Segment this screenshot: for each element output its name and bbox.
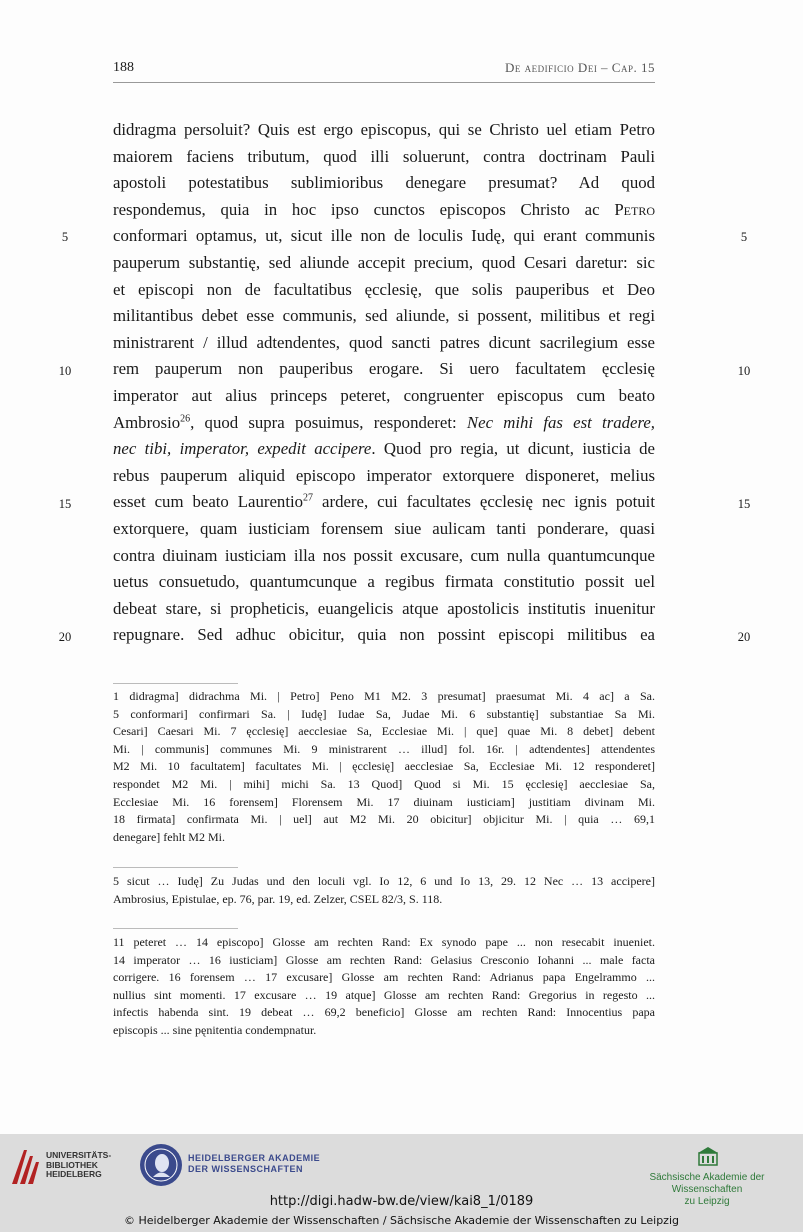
apparatus-1-row: 18 firmata] confirmata Mi. | uel] aut M2 Mi. 20 obicitur] objicitur Mi. | quia … 69,1 (113, 812, 655, 827)
text-line-4-part: respondemus, quia in hoc ipso cunctos episcopos Christo ac (113, 199, 600, 219)
line-number-left-5: 5 (61, 230, 69, 244)
quotation-italic-cont: nec tibi, imperator, expedit accipere (113, 439, 372, 459)
hadw-line-1: HEIDELBERGER AKADEMIE (188, 1153, 321, 1163)
saw-line-1: Sächsische Akademie der Wissenschaften (649, 1172, 765, 1195)
apparatus-1-row: Cesari] Caesari Mi. 7 ęcclesię] aecclesiae Sa, Ecclesiae Mi. | que] quae Mi. 8 debet] debent (113, 724, 655, 739)
academy-emblem-icon (140, 1144, 182, 1186)
critical-apparatus (113, 688, 655, 846)
text-line-3: apostoli potestatibus sublimioribus denegare presumat? Ad quod (113, 173, 655, 193)
text-line-9: ministrarent / illud adtendentes, quod sancti patres dicunt sacrilegium esse (113, 332, 655, 352)
small-caps-petro: Petro (614, 199, 656, 219)
gloss-apparatus (113, 934, 655, 1040)
line-number-right-5: 5 (740, 230, 748, 244)
university-library-logo-icon (10, 1146, 42, 1186)
apparatus-3-row: episcopis ... sine pęnitentia condempnatur. (113, 1022, 317, 1037)
line-number-right-20: 20 (737, 630, 751, 644)
apparatus-3-row: 11 peteret … 14 episcopo] Glosse am rechten Rand: Ex synodo pape ... non resecabit inueniet. (113, 935, 655, 949)
apparatus-3-row: 14 imperator … 16 iusticiam] Glosse am rechten Rand: Gelasius Cresconio Iohanni ... male facta (113, 952, 655, 967)
apparatus-1-row: Ecclesiae Mi. 16 forensem] Florensem Mi. 17 diuinam iusticiam] justitiam divinam Mi. (113, 794, 655, 809)
text-line-15-part-b: ardere, cui facultates ęcclesię nec ignis potuit (313, 492, 656, 512)
text-line-16: extorquere, quam iusticiam forensem siue aulicam tanti ponderare, quasi (113, 518, 655, 538)
text-line-7: et episcopi non de facultatibus ęcclesię, que solis pauperibus et Deo (113, 279, 655, 299)
text-line-11: imperator aut alius princeps peteret, congruenter episcopus cum beato (113, 385, 655, 405)
apparatus-1-row: M2 Mi. 10 facultatem] facultates Mi. | ęcclesię] aecclesiae Sa, Ecclesiae Mi. 12 responderet] (113, 759, 655, 774)
text-line-8: militantibus debet esse communis, sed aliunde, si possent, militibus et regi (113, 306, 655, 326)
text-line-17: contra diuinam iusticiam illa nos possit excusare, cum nulla quantumcunque (113, 545, 655, 565)
apparatus-3-row: nullius sint momenti. 17 excusare … 19 atque] Glosse am rechten Rand: Gregorius in regesto ... (113, 987, 655, 1002)
text-line-12 (113, 410, 655, 437)
apparatus-3-row: infectis habenda sint. 19 debeat … 69,2 beneficio] Glosse am rechten Rand: Innocentius papa (113, 1005, 655, 1020)
permalink-url[interactable]: http://digi.hadw-bw.de/view/kai8_1/0189 (269, 1194, 534, 1209)
text-line-15-part-a: esset cum beato Laurentio (113, 492, 304, 512)
footnote-ref-27: 27 (303, 492, 314, 504)
text-line-20: repugnare. Sed adhuc obicitur, quia non possint episcopi militibus ea (113, 625, 655, 645)
ub-line-1: UNIVERSITÄTS- (46, 1150, 112, 1160)
source-apparatus (113, 873, 655, 908)
apparatus-2-row: 5 sicut … Iudę] Zu Judas und den loculi vgl. Io 12, 6 und Io 13, 29. 12 Nec … 13 accipere] (113, 874, 655, 888)
ub-line-2: BIBLIOTHEK (46, 1159, 98, 1170)
text-line-12-part-b: , quod supra posuimus, responderet: (190, 412, 467, 432)
text-line-18: uetus consuetudo, quantumcunque a regibus firmata constitutio possit uel (113, 572, 655, 592)
saw-line-2: zu Leipzig (684, 1196, 730, 1207)
apparatus-2-row: Ambrosius, Epistulae, ep. 76, par. 19, ed. Zelzer, CSEL 82/3, S. 118. (113, 891, 443, 906)
quotation-italic: Nec mihi fas est tradere, (466, 412, 656, 432)
text-line-14: rebus pauperum aliquid episcopo imperator extorquere disponeret, melius (113, 465, 655, 485)
apparatus-1-row: denegare] fehlt M2 Mi. (113, 829, 225, 844)
line-number-left-15: 15 (58, 497, 72, 511)
text-line-12-part-a: Ambrosio (113, 412, 181, 432)
text-line-13 (113, 436, 655, 463)
line-number-left-20: 20 (58, 630, 72, 644)
academy-name (188, 1153, 320, 1175)
apparatus-1-rule (113, 683, 238, 684)
apparatus-3-rule (113, 928, 238, 929)
saxon-academy-building-icon (697, 1145, 719, 1167)
text-line-5: conformari optamus, ut, sicut ille non de loculis Iudę, qui erant communis (113, 226, 655, 246)
text-line-15 (113, 489, 655, 516)
text-line-10: rem pauperum non pauperibus erogare. Si uero facultatem ęcclesię (113, 359, 655, 379)
text-line-19: debeat stare, si propheticis, euangelicis atque apostolicis institutis inuenitur (113, 598, 655, 618)
apparatus-1-row: 1 didragma] didrachma Mi. | Petro] Peno M1 M2. 3 presumat] praesumat Mi. 4 ac] a Sa. (113, 689, 655, 703)
apparatus-3-row: corrigere. 16 forensem … 17 excusare] Glosse am rechten Rand: Adrianus papa Engelrammo ... (113, 970, 655, 985)
line-number-left-10: 10 (58, 364, 72, 378)
text-line-13-part-b: . Quod pro regia, ut dicunt, iusticia de (371, 439, 655, 459)
university-library-name (46, 1151, 111, 1180)
hadw-line-2: DER WISSENSCHAFTEN (188, 1164, 304, 1174)
page-number: 188 (113, 60, 134, 75)
running-head: De aedificio Dei – Cap. 15 (505, 60, 655, 75)
header-rule (113, 82, 655, 83)
apparatus-1-row: 5 conformari] confirmari Sa. | Iudę] Iudae Sa, Judae Mi. 6 substantię] substantiae Sa Mi. (113, 706, 655, 721)
line-number-right-10: 10 (737, 364, 751, 378)
ub-line-3: HEIDELBERG (46, 1169, 102, 1179)
apparatus-1-row: respondet M2 Mi. | mihi] michi Sa. 13 Quod] Quod si Mi. 15 ęcclesię] aecclesiae Sa, (113, 776, 655, 791)
text-line-6: pauperum substantię, sed aliunde accepit precium, quod Cesari daretur: sic (113, 252, 655, 272)
main-text (113, 117, 655, 649)
copyright-notice: © Heidelberger Akademie der Wissenschaften / Sächsische Akademie der Wissenschaften zu Leipzig (123, 1214, 679, 1227)
line-number-right-15: 15 (737, 497, 751, 511)
text-line-1: didragma persoluit? Quis est ergo episcopus, qui se Christo uel etiam Petro (113, 120, 655, 139)
text-line-4 (113, 197, 655, 224)
apparatus-1-row: Mi. | communis] communes Mi. 9 ministrarent … illud] fol. 16r. | adtendentes] attendentes (113, 741, 655, 756)
text-line-2: maiorem faciens tributum, quod illi soluerunt, contra doctrinam Pauli (113, 146, 655, 166)
apparatus-2-rule (113, 867, 238, 868)
footnote-ref-26: 26 (180, 412, 191, 424)
